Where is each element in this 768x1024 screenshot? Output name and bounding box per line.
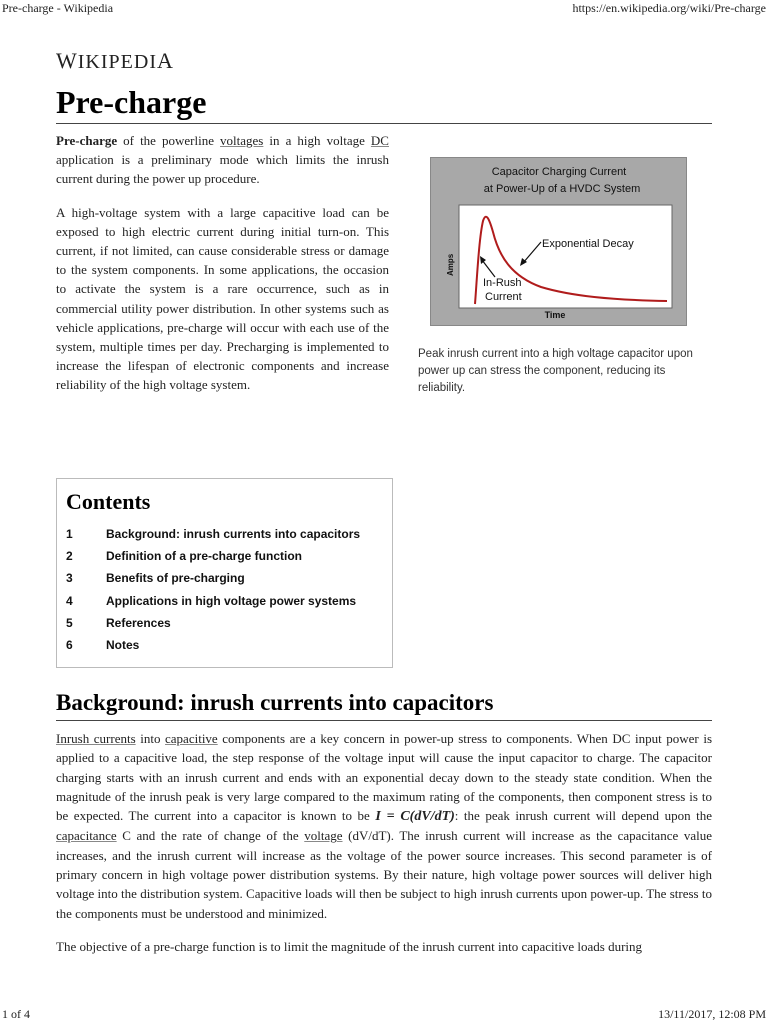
background-paragraph-1: Inrush currents into capacitive components are a key concern in power-up stress to components. When DC input power is applied to a capacitive load, the step response of the voltage input will cause the input capacitor to charge. The capacitor charging starts with an inrush current and ends with an exponential decay down to the steady state condition. When the magnitude of the inrush peak is very large compared to the maximum rating of the components, then component stress is to be expected. The current into a capacitor is known to be I = C(dV/dT): the peak inrush current will depend upon the capacitance C and the rate of change of the voltage (dV/dT). The inrush current will increase as the capacitance value increases, and the inrush current will increase as the voltage of the power source increases. This second parameter is of primary concern in high voltage power distribution systems. By their nature, high voltage power sources will deliver high voltage into the distribution system. Capacitive loads will then be subject to high inrush currents upon power-up. The stress to the components must be understood and minimized. bbox=[56, 731, 713, 921]
inrush-label-line-2: Current bbox=[485, 291, 522, 303]
print-footer bbox=[0, 1006, 768, 1024]
print-timestamp: 13/11/2017, 12:08 PM bbox=[658, 1007, 766, 1021]
inrush-label-line-1: In-Rush bbox=[483, 277, 522, 289]
page-title: Pre-charge bbox=[56, 84, 712, 124]
wikipedia-logo[interactable]: WIKIPEDIA bbox=[56, 48, 174, 73]
print-header-url[interactable]: https://en.wikipedia.org/wiki/Pre-charge bbox=[572, 1, 766, 15]
decay-label: Exponential Decay bbox=[542, 238, 634, 250]
link-voltages[interactable]: voltages bbox=[220, 133, 264, 148]
y-axis-label: Amps bbox=[446, 253, 455, 276]
link-dc[interactable]: DC bbox=[370, 133, 389, 148]
table-of-contents: Contents 1 Background: inrush currents into capacitors 2 Definition of a pre-charge function 3 Benefits of pre-charging 4 Applications in high voltage power systems 5 References 6 Notes bbox=[56, 478, 393, 668]
figure-title-line-2: at Power-Up of a HVDC System bbox=[483, 183, 641, 195]
link-inrush-currents[interactable]: Inrush currents bbox=[56, 731, 136, 746]
x-axis-label: Time bbox=[544, 310, 566, 320]
section-heading-background: Background: inrush currents into capacitors bbox=[56, 690, 712, 721]
intro-paragraph-2: A high-voltage system with a large capacitive load can be exposed to high electric current during initial turn-on. This current, if not limited, can cause considerable stress or damage to the system components. In some applications, the occasion to activate the system is a rare occurrence, such as in commercial utility power distribution. In other systems such as vehicle applications, pre-charge will occur with each use of the system, multiple times per day. Precharging is implemented to increase the lifespan of electronic components and increase reliability of the high voltage system. bbox=[56, 204, 389, 393]
figure-title-line-1: Capacitor Charging Current bbox=[491, 166, 627, 178]
figure-caption: Peak inrush current into a high voltage capacitor upon power up can stress the component, reducing its reliability. bbox=[418, 348, 693, 394]
page-number: 1 of 4 bbox=[2, 1007, 30, 1021]
inrush-current-figure[interactable] bbox=[430, 157, 687, 326]
link-capacitance[interactable]: capacitance bbox=[56, 828, 117, 844]
intro-paragraph-1: Pre-charge of the powerline voltages in a high voltage DC application is a preliminary mode which limits the inrush current during the power up procedure. bbox=[56, 133, 389, 187]
background-paragraph-2: The objective of a pre-charge function is to limit the magnitude of the inrush current into capacitive loads during bbox=[56, 938, 643, 954]
article-intro bbox=[56, 131, 389, 409]
print-header bbox=[0, 0, 768, 16]
link-voltage[interactable]: voltage bbox=[304, 828, 343, 844]
inrush-current-chart bbox=[431, 158, 686, 325]
contents-heading: Contents bbox=[66, 489, 151, 514]
capacitor-current-formula: I = C(dV/dT) bbox=[375, 809, 455, 825]
print-header-title: Pre-charge - Wikipedia bbox=[2, 1, 114, 15]
link-capacitive[interactable]: capacitive bbox=[165, 731, 218, 746]
background-section-body bbox=[56, 729, 712, 970]
